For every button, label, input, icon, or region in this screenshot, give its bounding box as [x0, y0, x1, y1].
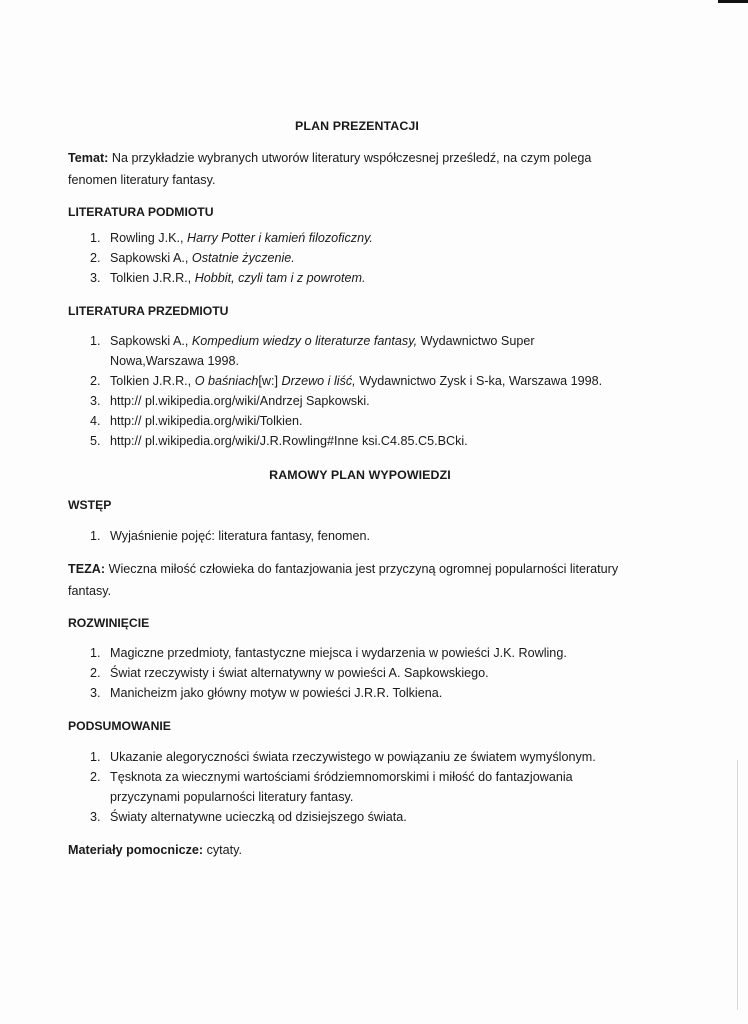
topic-paragraph [68, 147, 628, 191]
list-number: 2. [90, 770, 101, 784]
list-number: 3. [90, 271, 101, 285]
list-item [68, 371, 628, 391]
list-item [68, 747, 628, 767]
item-title: Harry Potter i kamień filozoficzny. [187, 231, 373, 245]
item-title: Kompedium wiedzy o literaturze fantasy, [191, 334, 418, 348]
item-url: http:// pl.wikipedia.org/wiki/Tolkien. [110, 414, 303, 428]
list-number: 1. [90, 334, 101, 348]
lit-podmiotu-list [68, 228, 628, 288]
lit-podmiotu-heading: LITERATURA PODMIOTU [68, 205, 214, 219]
lit-przedmiotu-heading: LITERATURA PRZEDMIOTU [68, 304, 229, 318]
item-title-2: Drzewo i liść, [281, 374, 356, 388]
list-number: 2. [90, 374, 101, 388]
list-number: 3. [90, 810, 101, 824]
item-url: http:// pl.wikipedia.org/wiki/Andrzej Sapkowski. [110, 394, 370, 408]
list-item [68, 663, 628, 683]
teza-paragraph [68, 558, 628, 602]
scan-edge-line [737, 760, 738, 1010]
materials-label: Materiały pomocnicze: [68, 843, 204, 857]
list-item [68, 331, 628, 371]
item-url: http:// pl.wikipedia.org/wiki/J.R.Rowling#Inne ksi.C4.85.C5.BCki. [110, 434, 468, 448]
materials-paragraph [68, 839, 628, 861]
list-number: 5. [90, 434, 101, 448]
topic-text: Na przykładzie wybranych utworów literatury współczesnej prześledź, na czym polega fenomen literatury fantasy. [68, 151, 592, 187]
teza-text: Wieczna miłość człowieka do fantazjowania jest przyczyną ogromnej popularności literatury fantasy. [68, 562, 619, 598]
list-item [68, 411, 628, 431]
list-item [68, 431, 628, 451]
list-number: 3. [90, 686, 101, 700]
list-number: 1. [90, 529, 101, 543]
list-item [68, 248, 628, 268]
materials-text: cytaty. [206, 843, 243, 857]
wstep-heading: WSTĘP [68, 498, 112, 512]
list-item [68, 228, 628, 248]
item-publisher: Wydawnictwo Zysk i S-ka, Warszawa 1998. [359, 374, 603, 388]
teza-label: TEZA: [68, 562, 106, 576]
item-text: Wyjaśnienie pojęć: literatura fantasy, fenomen. [110, 529, 371, 543]
list-item [68, 767, 628, 807]
item-text: Ukazanie alegoryczności świata rzeczywistego w powiązaniu ze światem wymyślonym. [110, 750, 596, 764]
list-number: 2. [90, 251, 101, 265]
list-number: 1. [90, 750, 101, 764]
list-item [68, 526, 628, 546]
document-title: PLAN PREZENTACJI [295, 119, 419, 133]
list-number: 1. [90, 646, 101, 660]
list-item [68, 683, 628, 703]
topic-label: Temat: [68, 151, 109, 165]
lit-przedmiotu-list [68, 331, 628, 451]
item-title: O baśniach [194, 374, 259, 388]
item-author: Sapkowski A., [110, 334, 189, 348]
list-item [68, 268, 628, 288]
list-number: 4. [90, 414, 101, 428]
item-title: Ostatnie życzenie. [191, 251, 295, 265]
document-content [68, 116, 628, 861]
list-item [68, 643, 628, 663]
podsumowanie-heading: PODSUMOWANIE [68, 719, 171, 733]
item-text: Tęsknota za wiecznymi wartościami śródziemnomorskimi i miłość do fantazjowania przyczynami popularności literatury fantasy. [110, 770, 573, 804]
rozwiniecie-heading: ROZWINIĘCIE [68, 616, 150, 630]
item-publisher: Wydawnictwo Super Nowa,Warszawa 1998. [110, 334, 535, 368]
scan-edge-mark [718, 0, 748, 3]
list-number: 3. [90, 394, 101, 408]
item-author: Tolkien J.R.R., [110, 374, 192, 388]
list-item [68, 807, 628, 827]
list-number: 2. [90, 666, 101, 680]
rozwiniecie-list [68, 643, 628, 703]
item-in: [w:] [258, 374, 278, 388]
item-text: Magiczne przedmioty, fantastyczne miejsca i wydarzenia w powieści J.K. Rowling. [110, 646, 567, 660]
list-number: 1. [90, 231, 101, 245]
item-text: Manicheizm jako główny motyw w powieści J.R.R. Tolkiena. [110, 686, 443, 700]
item-author: Tolkien J.R.R., [110, 271, 192, 285]
item-author: Rowling J.K., [110, 231, 184, 245]
item-text: Światy alternatywne ucieczką od dzisiejszego świata. [110, 810, 407, 824]
wstep-list [68, 526, 628, 546]
item-text: Świat rzeczywisty i świat alternatywny w powieści A. Sapkowskiego. [110, 666, 489, 680]
plan-title: RAMOWY PLAN WYPOWIEDZI [269, 468, 451, 482]
item-title: Hobbit, czyli tam i z powrotem. [194, 271, 366, 285]
podsumowanie-list [68, 747, 628, 827]
list-item [68, 391, 628, 411]
item-author: Sapkowski A., [110, 251, 189, 265]
